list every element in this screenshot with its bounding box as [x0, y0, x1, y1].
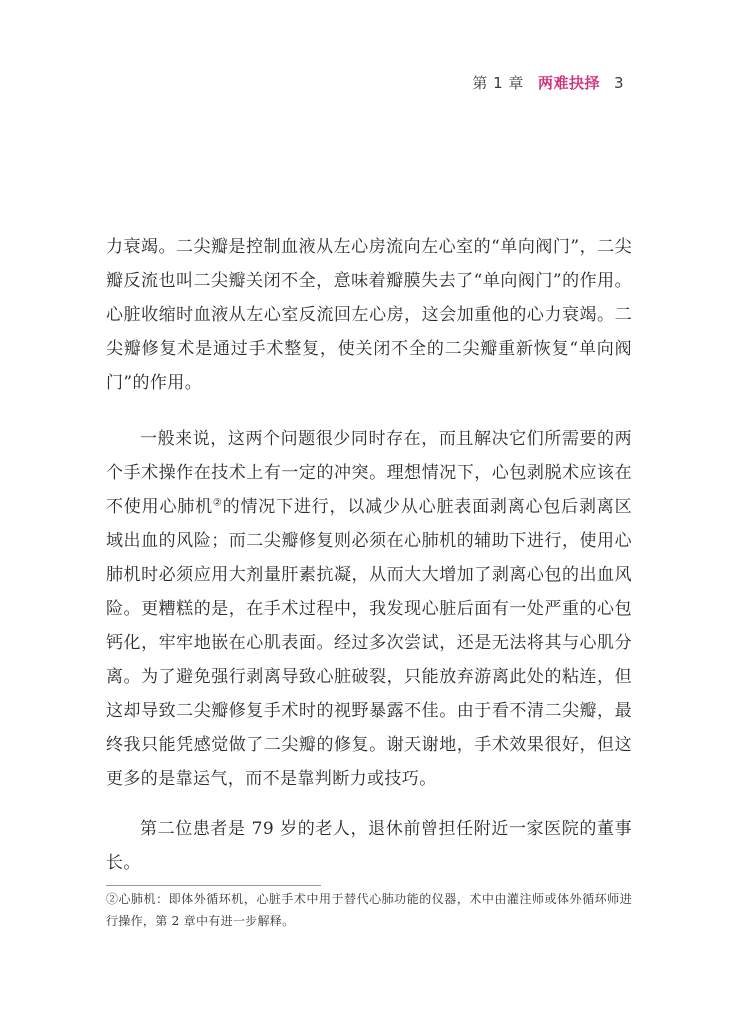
footnote-reference[interactable]: ②: [212, 497, 223, 509]
paragraph-second-patient: [106, 812, 632, 880]
running-header: [472, 72, 624, 93]
paragraph-text: 力衰竭。二尖瓣是控制血液从左心房流向左心室的“单向阀门”，二尖瓣反流也叫二尖瓣关闭不全，意味着瓣膜失去了“单向阀门”的作用。心脏收缩时血液从左心室反流回左心房，这会加重他的心力衰竭。二尖瓣修复术是通过手术整复，使关闭不全的二尖瓣重新恢复“单向阀门”的作用。: [106, 237, 632, 393]
page-number: 3: [613, 74, 624, 92]
footnote: ②心肺机：即体外循环机，心脏手术中用于替代心肺功能的仪器，术中由灌注师或体外循环师进行操作，第 2 章中有进一步解释。: [106, 892, 632, 928]
paragraph-text-part: 一般来说，这两个问题很少同时存在，而且解决它们所需要的两个手术操作在技术上有一定的冲突。理想情况下，心包剥脱术应该在不使用心肺机: [106, 429, 632, 517]
chapter-title: 两难抉择: [537, 74, 600, 92]
paragraph-surgery-conflict: [106, 422, 632, 796]
paragraph-text: [106, 422, 632, 796]
paragraph-text-part: 的情况下进行，以减少从心脏表面剥离心包后剥离区域出血的风险；而二尖瓣修复则必须在心肺机的辅助下进行，使用心肺机时必须应用大剂量肝素抗凝，从而大大增加了剥离心包的出血风险。更糟糕的是，在手术过程中，我发现心脏后面有一处严重的心包钙化，牢牢地嵌在心肌表面。经过多次尝试，还是无法将其与心肌分离。为了避免强行剥离导致心脏破裂，只能放弃游离此处的粘连，但这却导致二尖瓣修复手术时的视野暴露不佳。由于看不清二尖瓣，最终我只能凭感觉做了二尖瓣的修复。谢天谢地，手术效果很好，但这更多的是靠运气，而不是靠判断力或技巧。: [106, 497, 632, 789]
footnote-divider: [106, 885, 321, 886]
paragraph-continued: [106, 230, 632, 400]
paragraph-text: 第二位患者是 79 岁的老人，退休前曾担任附近一家医院的董事长。: [106, 819, 632, 873]
chapter-label: 第 1 章: [472, 74, 524, 92]
